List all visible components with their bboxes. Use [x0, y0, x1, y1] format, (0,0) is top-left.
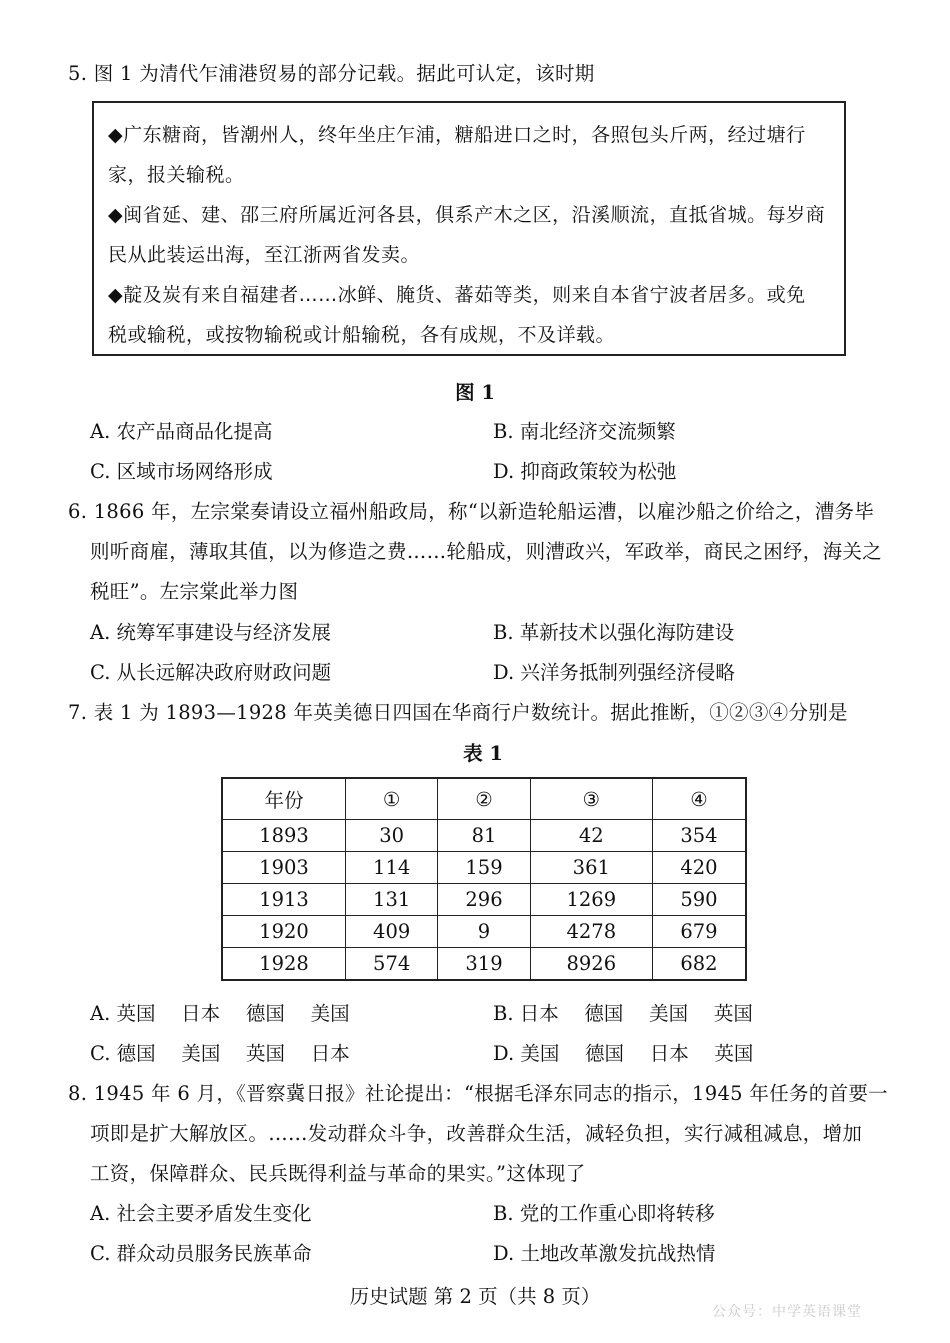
table-header-row [222, 778, 746, 820]
q6-option-a[interactable]: A. 统筹军事建设与经济发展 [90, 621, 331, 644]
table-row [222, 884, 746, 916]
q7-data-table [221, 777, 747, 981]
q8-option-a[interactable]: A. 社会主要矛盾发生变化 [90, 1202, 312, 1225]
table-cell: 4278 [530, 916, 652, 948]
page-footer: 历史试题 第 2 页（共 8 页） [349, 1285, 601, 1308]
table-cell: 159 [438, 852, 530, 884]
table-cell: 590 [652, 884, 746, 916]
q5-box-line: 家，报关输税。 [108, 164, 245, 186]
q6-stem-line: 税旺”。左宗棠此举力图 [90, 580, 299, 603]
table-cell: 361 [530, 852, 652, 884]
table-cell: 81 [438, 820, 530, 852]
table-cell: 1903 [222, 852, 346, 884]
table-cell: 354 [652, 820, 746, 852]
table-row [222, 852, 746, 884]
table-cell: 9 [438, 916, 530, 948]
table-cell: 8926 [530, 948, 652, 981]
table-cell: 131 [346, 884, 438, 916]
q6-option-d[interactable]: D. 兴洋务抵制列强经济侵略 [493, 661, 735, 684]
table-cell: 1913 [222, 884, 346, 916]
table-header: ③ [530, 778, 652, 820]
q7-option-c[interactable]: C. 德国 美国 英国 日本 [90, 1042, 350, 1065]
table-cell: 679 [652, 916, 746, 948]
table-cell: 682 [652, 948, 746, 981]
q8-option-d[interactable]: D. 土地改革激发抗战热情 [493, 1242, 716, 1265]
q7-table-caption: 表 1 [463, 742, 503, 765]
table-row [222, 948, 746, 981]
q7-option-d[interactable]: D. 美国 德国 日本 英国 [493, 1042, 754, 1065]
table-header: ② [438, 778, 530, 820]
q5-box-line: 税或输税，或按物输税或计船输税，各有成规，不及详载。 [108, 324, 616, 346]
q6-stem-line: 6. 1866 年，左宗棠奏请设立福州船政局，称“以新造轮船运漕，以雇沙船之价给之，漕务毕 [68, 500, 875, 523]
table-header: 年份 [222, 778, 346, 820]
table-cell: 1928 [222, 948, 346, 981]
q6-stem-line: 则听商雇，薄取其值，以为修造之费……轮船成，则漕政兴，军政举，商民之困纾，海关之 [90, 540, 883, 563]
q8-stem-line: 项即是扩大解放区。……发动群众斗争，改善群众生活，减轻负担，实行减租减息，增加 [90, 1122, 863, 1145]
table-cell: 574 [346, 948, 438, 981]
table-cell: 1269 [530, 884, 652, 916]
q8-option-b[interactable]: B. 党的工作重心即将转移 [493, 1202, 715, 1225]
q5-stem: 5. 图 1 为清代乍浦港贸易的部分记载。据此可认定，该时期 [68, 62, 595, 85]
q5-option-b[interactable]: B. 南北经济交流频繁 [493, 420, 676, 443]
q7-option-b[interactable]: B. 日本 德国 美国 英国 [493, 1002, 753, 1025]
watermark: 公众号：中学英语课堂 [712, 1304, 862, 1320]
table-row [222, 916, 746, 948]
q5-box-line: ◆闽省延、建、邵三府所属近河各县，俱系产木之区，沿溪顺流，直抵省城。每岁商 [108, 204, 826, 226]
q8-option-c[interactable]: C. 群众动员服务民族革命 [90, 1242, 312, 1265]
table-header: ① [346, 778, 438, 820]
q5-option-c[interactable]: C. 区域市场网络形成 [90, 460, 273, 483]
table-header: ④ [652, 778, 746, 820]
q6-option-c[interactable]: C. 从长远解决政府财政问题 [90, 661, 332, 684]
q5-box-line: ◆广东糖商，皆潮州人，终年坐庄乍浦，糖船进口之时，各照包头斤两，经过塘行 [108, 124, 806, 146]
table-cell: 319 [438, 948, 530, 981]
q5-box-line: ◆靛及炭有来自福建者……冰鲜、腌货、蕃茹等类，则来自本省宁波者居多。或免 [108, 284, 806, 306]
q5-option-d[interactable]: D. 抑商政策较为松弛 [493, 460, 677, 483]
q8-stem-line: 工资，保障群众、民兵既得利益与革命的果实。”这体现了 [90, 1162, 586, 1185]
q5-source-box [92, 101, 846, 356]
table-cell: 420 [652, 852, 746, 884]
table-cell: 42 [530, 820, 652, 852]
table-cell: 296 [438, 884, 530, 916]
q8-stem-line: 8. 1945 年 6 月，《晋察冀日报》社论提出：“根据毛泽东同志的指示，1945 年任务的首要一 [68, 1082, 888, 1105]
q7-stem: 7. 表 1 为 1893—1928 年英美德日四国在华商行户数统计。据此推断，①②③④分别是 [68, 701, 848, 724]
q5-figure-caption: 图 1 [455, 381, 495, 404]
table-cell: 409 [346, 916, 438, 948]
q5-box-line: 民从此装运出海，至江浙两省发卖。 [108, 244, 421, 266]
table-cell: 30 [346, 820, 438, 852]
q5-option-a[interactable]: A. 农产品商品化提高 [90, 420, 273, 443]
table-cell: 114 [346, 852, 438, 884]
table-cell: 1893 [222, 820, 346, 852]
table-row [222, 820, 746, 852]
q7-option-a[interactable]: A. 英国 日本 德国 美国 [90, 1002, 350, 1025]
table-cell: 1920 [222, 916, 346, 948]
q6-option-b[interactable]: B. 革新技术以强化海防建设 [493, 621, 735, 644]
